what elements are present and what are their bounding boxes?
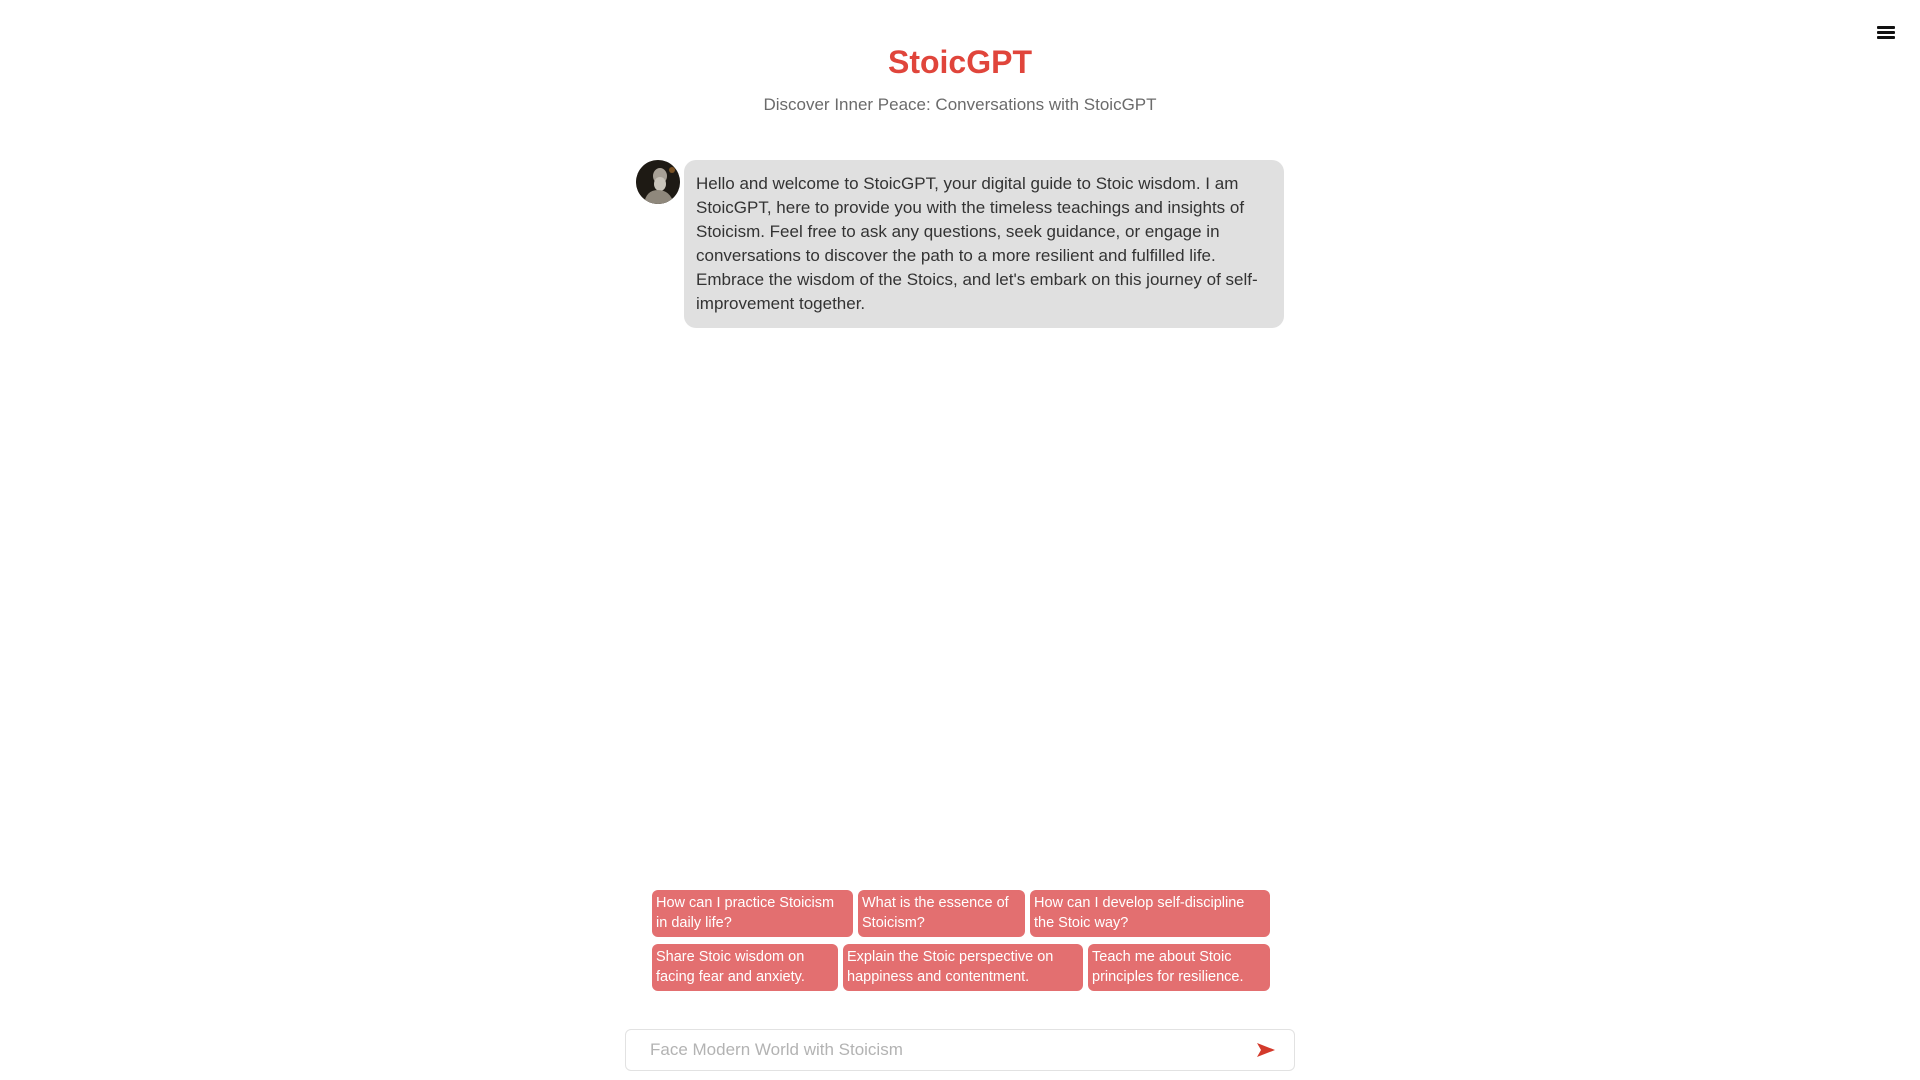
send-arrow-icon (1256, 1042, 1276, 1058)
suggestion-row-2 (652, 944, 1272, 991)
suggestion-chip[interactable]: Share Stoic wisdom on facing fear and anxiety. (652, 944, 838, 991)
suggestion-chip[interactable]: Teach me about Stoic principles for resilience. (1088, 944, 1270, 991)
send-button[interactable] (1246, 1030, 1286, 1070)
hamburger-menu-icon (1877, 26, 1895, 29)
chat-input[interactable] (626, 1030, 1246, 1070)
page-title: StoicGPT (887, 44, 1032, 80)
suggestion-chip[interactable]: Explain the Stoic perspective on happiness and contentment. (843, 944, 1083, 991)
suggestion-chip[interactable]: How can I develop self-discipline the Stoic way? (1030, 890, 1270, 937)
hamburger-menu-button[interactable] (1877, 26, 1895, 40)
suggestion-chip[interactable]: How can I practice Stoicism in daily life? (652, 890, 853, 937)
message-bubble: Hello and welcome to StoicGPT, your digital guide to Stoic wisdom. I am StoicGPT, here to provide you with the timeless teachings and insights of Stoicism. Feel free to ask any questions, seek guidance, or engage in conversations to discover the path to a more resilient and fulfilled life. Embrace the wisdom of the Stoics, and let's embark on this journey of self-improvement together. (684, 160, 1284, 328)
stoic-bust-icon (636, 160, 680, 204)
page-header (0, 40, 1920, 116)
hamburger-menu-icon-line (1877, 36, 1895, 39)
suggestion-row-1 (652, 890, 1272, 937)
assistant-avatar (636, 160, 680, 204)
suggestion-chip[interactable]: What is the essence of Stoicism? (858, 890, 1025, 937)
assistant-message (636, 160, 1284, 328)
page-subtitle: Discover Inner Peace: Conversations with StoicGPT (763, 95, 1157, 114)
chat-input-bar (625, 1029, 1295, 1071)
suggestion-chips (652, 890, 1272, 998)
hamburger-menu-icon-line (1877, 31, 1895, 34)
